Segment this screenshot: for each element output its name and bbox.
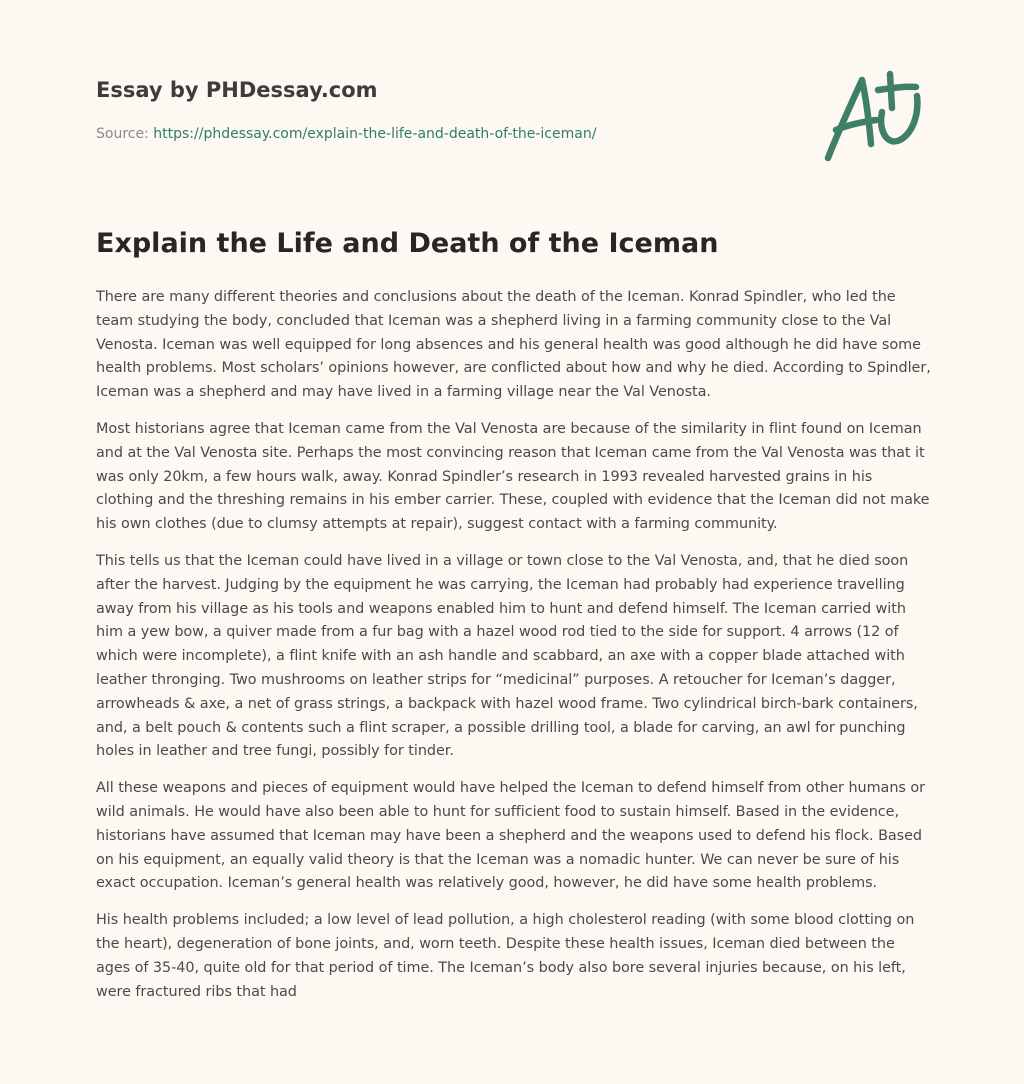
- source-label: Source:: [96, 126, 149, 142]
- source-line: [96, 124, 796, 144]
- essay-paragraph-2: Most historians agree that Iceman came from the Val Venosta are because of the similarity in flint found on Iceman and at the Val Venosta site. Perhaps the most convincing reason that Iceman came from the Val Venosta was that it was only 20km, a few hours walk, away. Konrad Spindler’s research in 1993 revealed harvested grains in his clothing and the threshing remains in his ember carrier. These, coupled with evidence that the Iceman did not make his own clothes (due to clumsy attempts at repair), suggest contact with a farming community.: [96, 420, 930, 533]
- header: [96, 76, 796, 144]
- a-plus-logo-icon: [818, 66, 930, 166]
- essay-paragraph-4: All these weapons and pieces of equipment would have helped the Iceman to defend himself from other humans or wild animals. He would have also been able to hunt for sufficient food to sustain himself. Based in the evidence, historians have assumed that Iceman may have been a shepherd and the weapons used to defend his flock. Based on his equipment, an equally valid theory is that the Iceman was a nomadic hunter. We can never be sure of his exact occupation. Iceman’s general health was relatively good, however, he did have some health problems.: [96, 780, 925, 892]
- essay-title: Explain the Life and Death of the Iceman: [96, 228, 719, 259]
- essay-paragraph-3: This tells us that the Iceman could have lived in a village or town close to the Val Venosta, and, that he died soon after the harvest. Judging by the equipment he was carrying, the Iceman had probably had experience travelling away from his village as his tools and weapons enabled him to hunt and defend himself. The Iceman carried with him a yew bow, a quiver made from a fur bag with a hazel wood rod tied to the side for support. 4 arrows (12 of which were incomplete), a flint knife with an ash handle and scabbard, an axe with a copper blade attached with leather thronging. Two mushrooms on leather strips for “medicinal” purposes. A retoucher for Iceman’s dagger, arrowheads & axe, a net of grass strings, a backpack with hazel wood frame. Two cylindrical birch-bark containers, and, a belt pouch & contents such a flint scraper, a possible drilling tool, a blade for carving, an awl for punching holes in leather and tree fungi, possibly for tinder.: [96, 552, 918, 760]
- site-title: Essay by PHDessay.com: [96, 78, 378, 102]
- essay-paragraph-5: His health problems included; a low level of lead pollution, a high cholesterol reading (with some blood clotting on the heart), degeneration of bone joints, and, worn teeth. Despite these health issues, Iceman died between the ages of 35-40, quite old for that period of time. The Iceman’s body also bore several injuries because, on his left, were fractured ribs that had: [96, 912, 915, 1000]
- essay-body: [96, 286, 932, 1017]
- source-link[interactable]: https://phdessay.com/explain-the-life-and-death-of-the-iceman/: [153, 126, 597, 142]
- essay-paragraph-1: There are many different theories and conclusions about the death of the Iceman. Konrad Spindler, who led the team studying the body, concluded that Iceman was a shepherd living in a farming community close to the Val Venosta. Iceman was well equipped for long absences and his general health was good although he did have some health problems. Most scholars’ opinions however, are conflicted about how and why he died. According to Spindler, Iceman was a shepherd and may have lived in a farming village near the Val Venosta.: [96, 289, 931, 401]
